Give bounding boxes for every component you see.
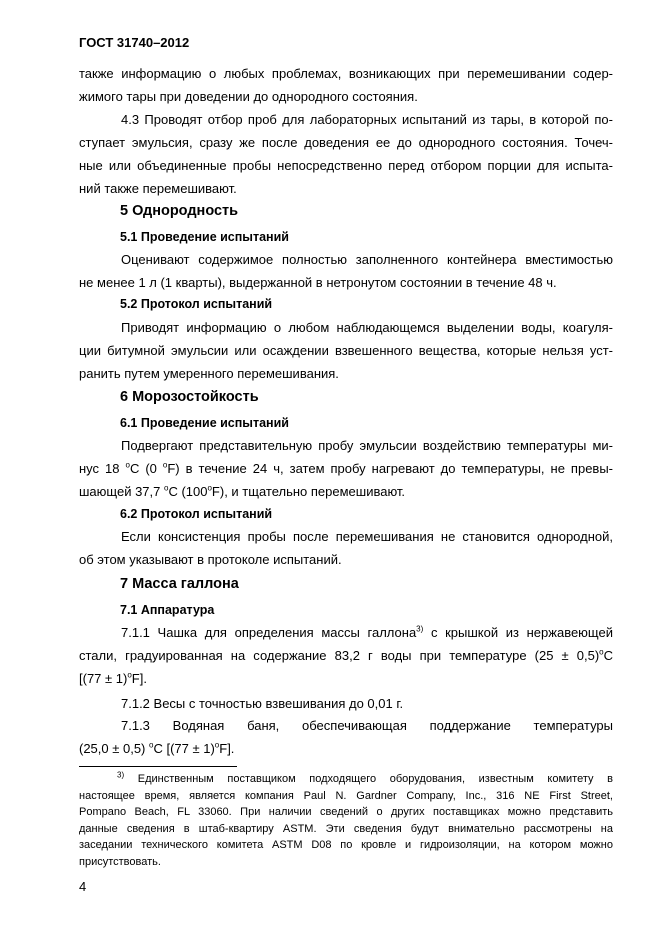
text-run: C [(77 ± 1) [153,741,215,756]
text-run: F) в течение 24 ч, затем пробу нагревают до температуры, не превы- [167,461,614,476]
text-line [79,644,613,667]
text-line: также информацию о любых проблемах, возникающих при перемешивании содер- [79,66,613,81]
text-line: не менее 1 л (1 кварты), выдержанной в нетронутом состоянии в течение 48 ч. [79,275,557,290]
text-run: C (0 [129,461,163,476]
degree-mark: o [125,460,130,470]
text-line: Если консистенция пробы после перемешивания не становится однородной, [121,529,613,544]
subsection-7-1-heading: 7.1 Аппаратура [120,603,215,617]
degree-mark: o [207,483,212,493]
text-line: ции битумной эмульсии или осаждении взвешенного вещества, которые нельзя уст- [79,343,613,358]
text-run: F]. [219,741,235,756]
degree-mark: o [162,460,168,470]
text-line: 4.3 Проводят отбор проб для лабораторных испытаний из тары, в которой по- [121,112,613,127]
text-run: стали, градуированная на содержание 83,2 г воды при температуре (25 ± 0,5) [79,648,600,663]
subsection-6-1-heading: 6.1 Проведение испытаний [120,416,289,430]
text-line: 7.1.3 Водяная баня, обеспечивающая поддержание температуры [121,718,613,733]
text-line: Подвергают представительную пробу эмульсии воздействию температуры ми- [121,438,613,453]
text-line: ступает эмульсия, сразу же после доведения ее до однородного состояния. Точеч- [79,135,613,150]
paragraph-5-2 [79,316,613,385]
paragraph-4-3 [79,108,613,200]
text-run: с крышкой из нержавеющей [423,625,613,640]
paragraph-6-2 [79,525,613,571]
paragraph-6-1 [79,434,613,503]
text-line: Оценивают содержимое полностью заполненного контейнера вместимостью [121,252,613,267]
degree-mark: o [214,740,220,750]
text-line: данные сведения в штаб-квартиру ASTM. Эти сведения будут внимательно рассмотрены на [79,822,613,835]
text-run: Единственным поставщиком подходящего оборудования, известным комитету в [124,773,613,785]
text-run: нус 18 [79,461,126,476]
text-line [79,480,613,503]
text-line [79,771,613,788]
text-line: Приводят информацию о любом наблюдающемся выделении воды, коагуля- [121,320,613,335]
subsection-6-2-heading: 6.2 Протокол испытаний [120,507,273,521]
footnote-reference: 3) [416,624,424,634]
section-7-heading: 7 Масса галлона [120,576,239,592]
paragraph-7-1-3 [79,714,613,760]
text-line: присутствовать. [79,855,161,868]
section-6-heading: 6 Морозостойкость [120,389,259,405]
text-run: (25,0 ± 0,5) [79,741,150,756]
text-line: ные или объединенные пробы непосредственно перед отбором порции для испыта- [79,158,613,173]
text-run: [(77 ± 1) [79,671,128,686]
document-header: ГОСТ 31740–2012 [79,35,190,50]
section-5-heading: 5 Однородность [120,203,239,219]
paragraph-7-1-1 [79,621,613,690]
paragraph-5-1 [79,248,613,294]
text-run: C (100 [168,484,208,499]
footnote-mark: 3) [117,770,125,780]
text-line [79,621,613,644]
text-line: ний также перемешивают. [79,181,237,196]
subsection-5-2-heading: 5.2 Протокол испытаний [120,297,273,311]
text-line: заседании технического комитета ASTM D08 по кровле и гидроизоляции, на котором можно [79,839,613,851]
paragraph-7-1-2 [79,692,613,715]
degree-mark: o [149,740,154,750]
text-line: ранить путем умеренного перемешивания. [79,366,339,381]
text-line [79,737,613,760]
text-run: 7.1.1 Чашка для определения массы галлона [121,625,417,640]
text-run: F), и тщательно перемешивают. [211,484,406,499]
degree-mark: o [127,670,132,680]
text-line: 7.1.2 Весы с точностью взвешивания до 0,01 г. [121,696,404,711]
text-run: C [603,648,613,663]
text-line: об этом указывают в протоколе испытаний. [79,552,342,567]
text-run: шающей 37,7 [79,484,164,499]
text-line [79,667,613,690]
footnote [79,771,613,870]
text-run: F]. [131,671,147,686]
text-line [79,457,613,480]
degree-mark: o [163,483,169,493]
subsection-5-1-heading: 5.1 Проведение испытаний [120,230,289,244]
text-line: настоящее время, является компания Paul N. Gardner Company, Inc., 316 NE First Street, [79,789,613,802]
page-number: 4 [79,879,87,894]
text-line: жимого тары при доведении до однородного состояния. [79,89,418,104]
text-line: Pompano Beach, FL 33060. При наличии сведений о других поставщиках можно представить [79,806,613,818]
footnote-separator [79,766,237,767]
continuation-paragraph [79,62,613,108]
degree-mark: o [599,647,604,657]
